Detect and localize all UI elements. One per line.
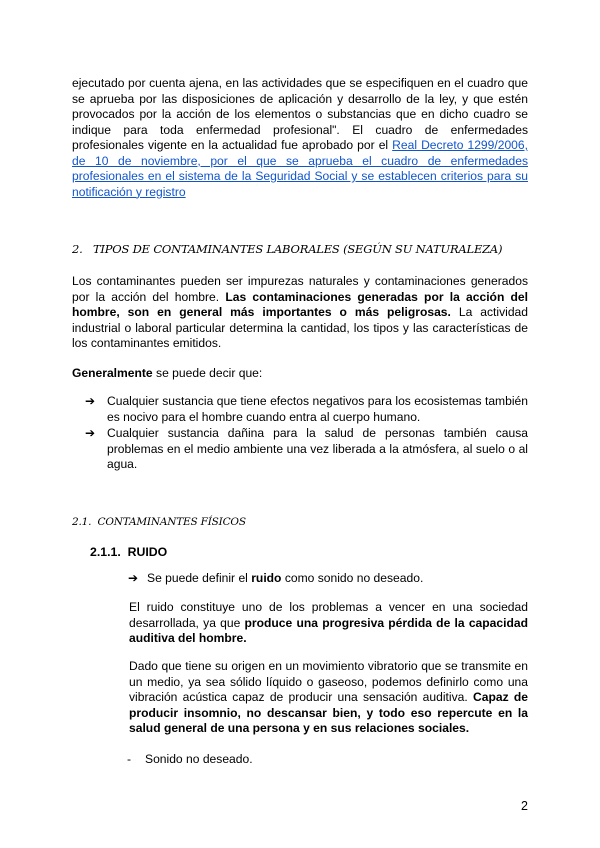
section-2-p1-text: Los contaminantes pueden ser impurezas naturales y contaminaciones generados por la acción del hombre.: [72, 274, 528, 304]
ruido-bullet-text: Se puede definir el: [147, 571, 252, 585]
section-2-p2-text: se puede decir que:: [152, 366, 263, 380]
arrow-right-icon: ➔: [85, 426, 96, 440]
section-2-paragraph-1: [72, 274, 528, 352]
bullet-text: Cualquier sustancia que tiene efectos negativos para los ecosistemas también es nocivo para el hombre cuando entra al cuerpo humano.: [107, 394, 528, 424]
section-2-1-1-heading: 2.1.1. RUIDO: [90, 545, 168, 559]
ruido-p1-bold: produce una progresiva pérdida de la capacidad auditiva del hombre.: [129, 615, 528, 645]
bullet-text: Cualquier sustancia dañina para la salud de personas también causa problemas en el medio ambiente una vez liberada a la atmósfera, al suelo o al agua.: [107, 426, 528, 471]
ruido-bullet-text-end: como sonido no deseado.: [281, 571, 424, 585]
dash-icon: -: [127, 752, 132, 766]
ruido-bold: ruido: [251, 571, 282, 585]
intro-text: ejecutado por cuenta ajena, en las actividades que se especifiquen en el cuadro que se aprueba por las disposiciones de aplicación y desarrollo de la ley, y que estén provocados por la acción de los elementos o substancias que en dicho cuadro se indique para toda enfermedad profesional". El cuadro de enfermedades profesionales vigente en la actualidad fue aprobado por el: [72, 76, 528, 152]
generalmente-bold: Generalmente: [72, 366, 153, 380]
section-2-paragraph-2: [72, 366, 528, 382]
ruido-p2-bold: Capaz de producir insomnio, no descansar bien, y todo eso repercute en la salud general de una persona y en sus relaciones sociales.: [129, 690, 528, 735]
ruido-bullet-list: [115, 571, 528, 587]
page-number: 2: [521, 799, 528, 813]
real-decreto-link[interactable]: Real Decreto 1299/2006, de 10 de noviembre, por el que se aprueba el cuadro de enfermedades profesionales en el sistema de la Seguridad Social y se establecen criterios para su notificación y registro: [72, 138, 528, 199]
arrow-right-icon: ➔: [128, 571, 139, 585]
section-2-1-heading: 2.1. CONTAMINANTES FÍSICOS: [72, 516, 246, 528]
dash-list-item: [127, 752, 528, 768]
section-2-bullet-list: [72, 394, 528, 473]
arrow-right-icon: ➔: [85, 394, 96, 408]
section-2-p1-bold: Las contaminaciones generadas por la acción del hombre, son en general más importantes o más peligrosas.: [72, 289, 528, 319]
dash-item-text: Sonido no deseado.: [145, 752, 253, 766]
ruido-paragraph-1: [129, 600, 528, 647]
intro-paragraph: [72, 76, 528, 200]
list-item: [72, 426, 528, 473]
ruido-p2-text: Dado que tiene su origen en un movimiento vibratorio que se transmite en un medio, ya sea sólido líquido o gaseoso, podemos definirlo como una vibración acústica capaz de producir una sensación auditiva.: [129, 659, 528, 704]
ruido-p1-text: El ruido constituye uno de los problemas a vencer en una sociedad desarrollada, ya que: [129, 600, 528, 630]
list-item: [72, 394, 528, 425]
list-item: [115, 571, 528, 587]
section-2-heading: 2. TIPOS DE CONTAMINANTES LABORALES (SEGÚN SU NATURALEZA): [72, 242, 503, 256]
section-2-p1-text-end: La actividad industrial o laboral particular determina la cantidad, los tipos y las características de los contaminantes emitidos.: [72, 305, 528, 350]
ruido-paragraph-2: [129, 659, 528, 737]
